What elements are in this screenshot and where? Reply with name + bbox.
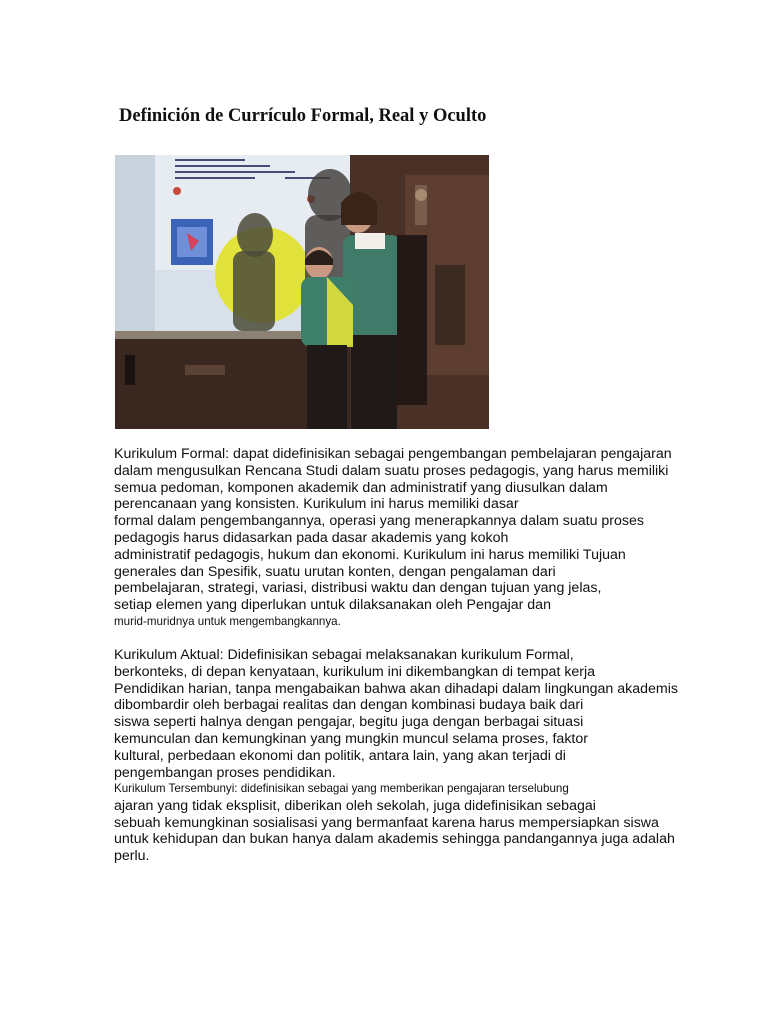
text-line: pengembangan proses pendidikan.: [114, 764, 336, 781]
text-line: Kurikulum Aktual: Didefinisikan sebagai melaksanakan kurikulum Formal,: [114, 647, 574, 663]
text-line: semua pedoman, komponen akademik dan administratif yang diusulkan dalam: [114, 479, 608, 496]
text-line: pembelajaran, strategi, variasi, distribusi waktu dan dengan tujuan yang jelas,: [114, 580, 602, 597]
text-line: formal dalam pengembangannya, operasi yang menerapkannya dalam suatu proses: [114, 513, 644, 530]
text-line: Kurikulum Tersembunyi: didefinisikan sebagai yang memberikan pengajaran terselubung: [114, 782, 569, 795]
text-line: administratif pedagogis, hukum dan ekonomi. Kurikulum ini harus memiliki Tujuan: [114, 546, 626, 563]
text-line: kemunculan dan kemungkinan yang mungkin muncul selama proses, faktor: [114, 730, 588, 747]
text-line: berkonteks, di depan kenyataan, kurikulum ini dikembangkan di tempat kerja: [114, 663, 596, 680]
text-line: setiap elemen yang diperlukan untuk dilaksanakan oleh Pengajar dan: [114, 597, 551, 614]
page-title: Definición de Currículo Formal, Real y Oculto: [119, 106, 487, 126]
text-line: siswa seperti halnya dengan pengajar, begitu juga dengan berbagai situasi: [114, 714, 584, 731]
classroom-photo: [115, 155, 489, 429]
text-line: ajaran yang tidak eksplisit, diberikan oleh sekolah, juga didefinisikan sebagai: [114, 797, 596, 814]
text-line: pedagogis harus didasarkan pada dasar akademis yang kokoh: [114, 529, 509, 546]
text-line: perlu.: [114, 848, 150, 865]
classroom-photo-illustration: [115, 155, 489, 429]
paragraph-actual-curriculum: [114, 647, 714, 781]
text-line: untuk kehidupan dan bukan hanya dalam akademis sehingga pandangannya juga adalah: [114, 831, 675, 848]
text-line: perencanaan yang konsisten. Kurikulum ini harus memiliki dasar: [114, 496, 519, 513]
text-line: Pendidikan harian, tanpa mengabaikan bahwa akan dihadapi dalam lingkungan akademis: [114, 680, 678, 697]
text-line: dalam mengusulkan Rencana Studi dalam suatu proses pedagogis, yang harus memiliki: [114, 462, 669, 479]
text-line: sebuah kemungkinan sosialisasi yang bermanfaat karena harus mempersiapkan siswa: [114, 814, 659, 831]
paragraph-formal-curriculum: [114, 446, 714, 631]
text-line: kultural, perbedaan ekonomi dan politik, antara lain, yang akan terjadi di: [114, 747, 566, 764]
text-line: Kurikulum Formal: dapat didefinisikan sebagai pengembangan pembelajaran pengajaran: [114, 446, 672, 462]
text-line: dibombardir oleh berbagai realitas dan dengan kombinasi budaya baik dari: [114, 697, 584, 714]
paragraph-hidden-curriculum: [114, 781, 714, 865]
text-line: generales dan Spesifik, suatu urutan konten, dengan pengalaman dari: [114, 563, 556, 580]
text-line: murid-muridnya untuk mengembangkannya.: [114, 614, 341, 628]
